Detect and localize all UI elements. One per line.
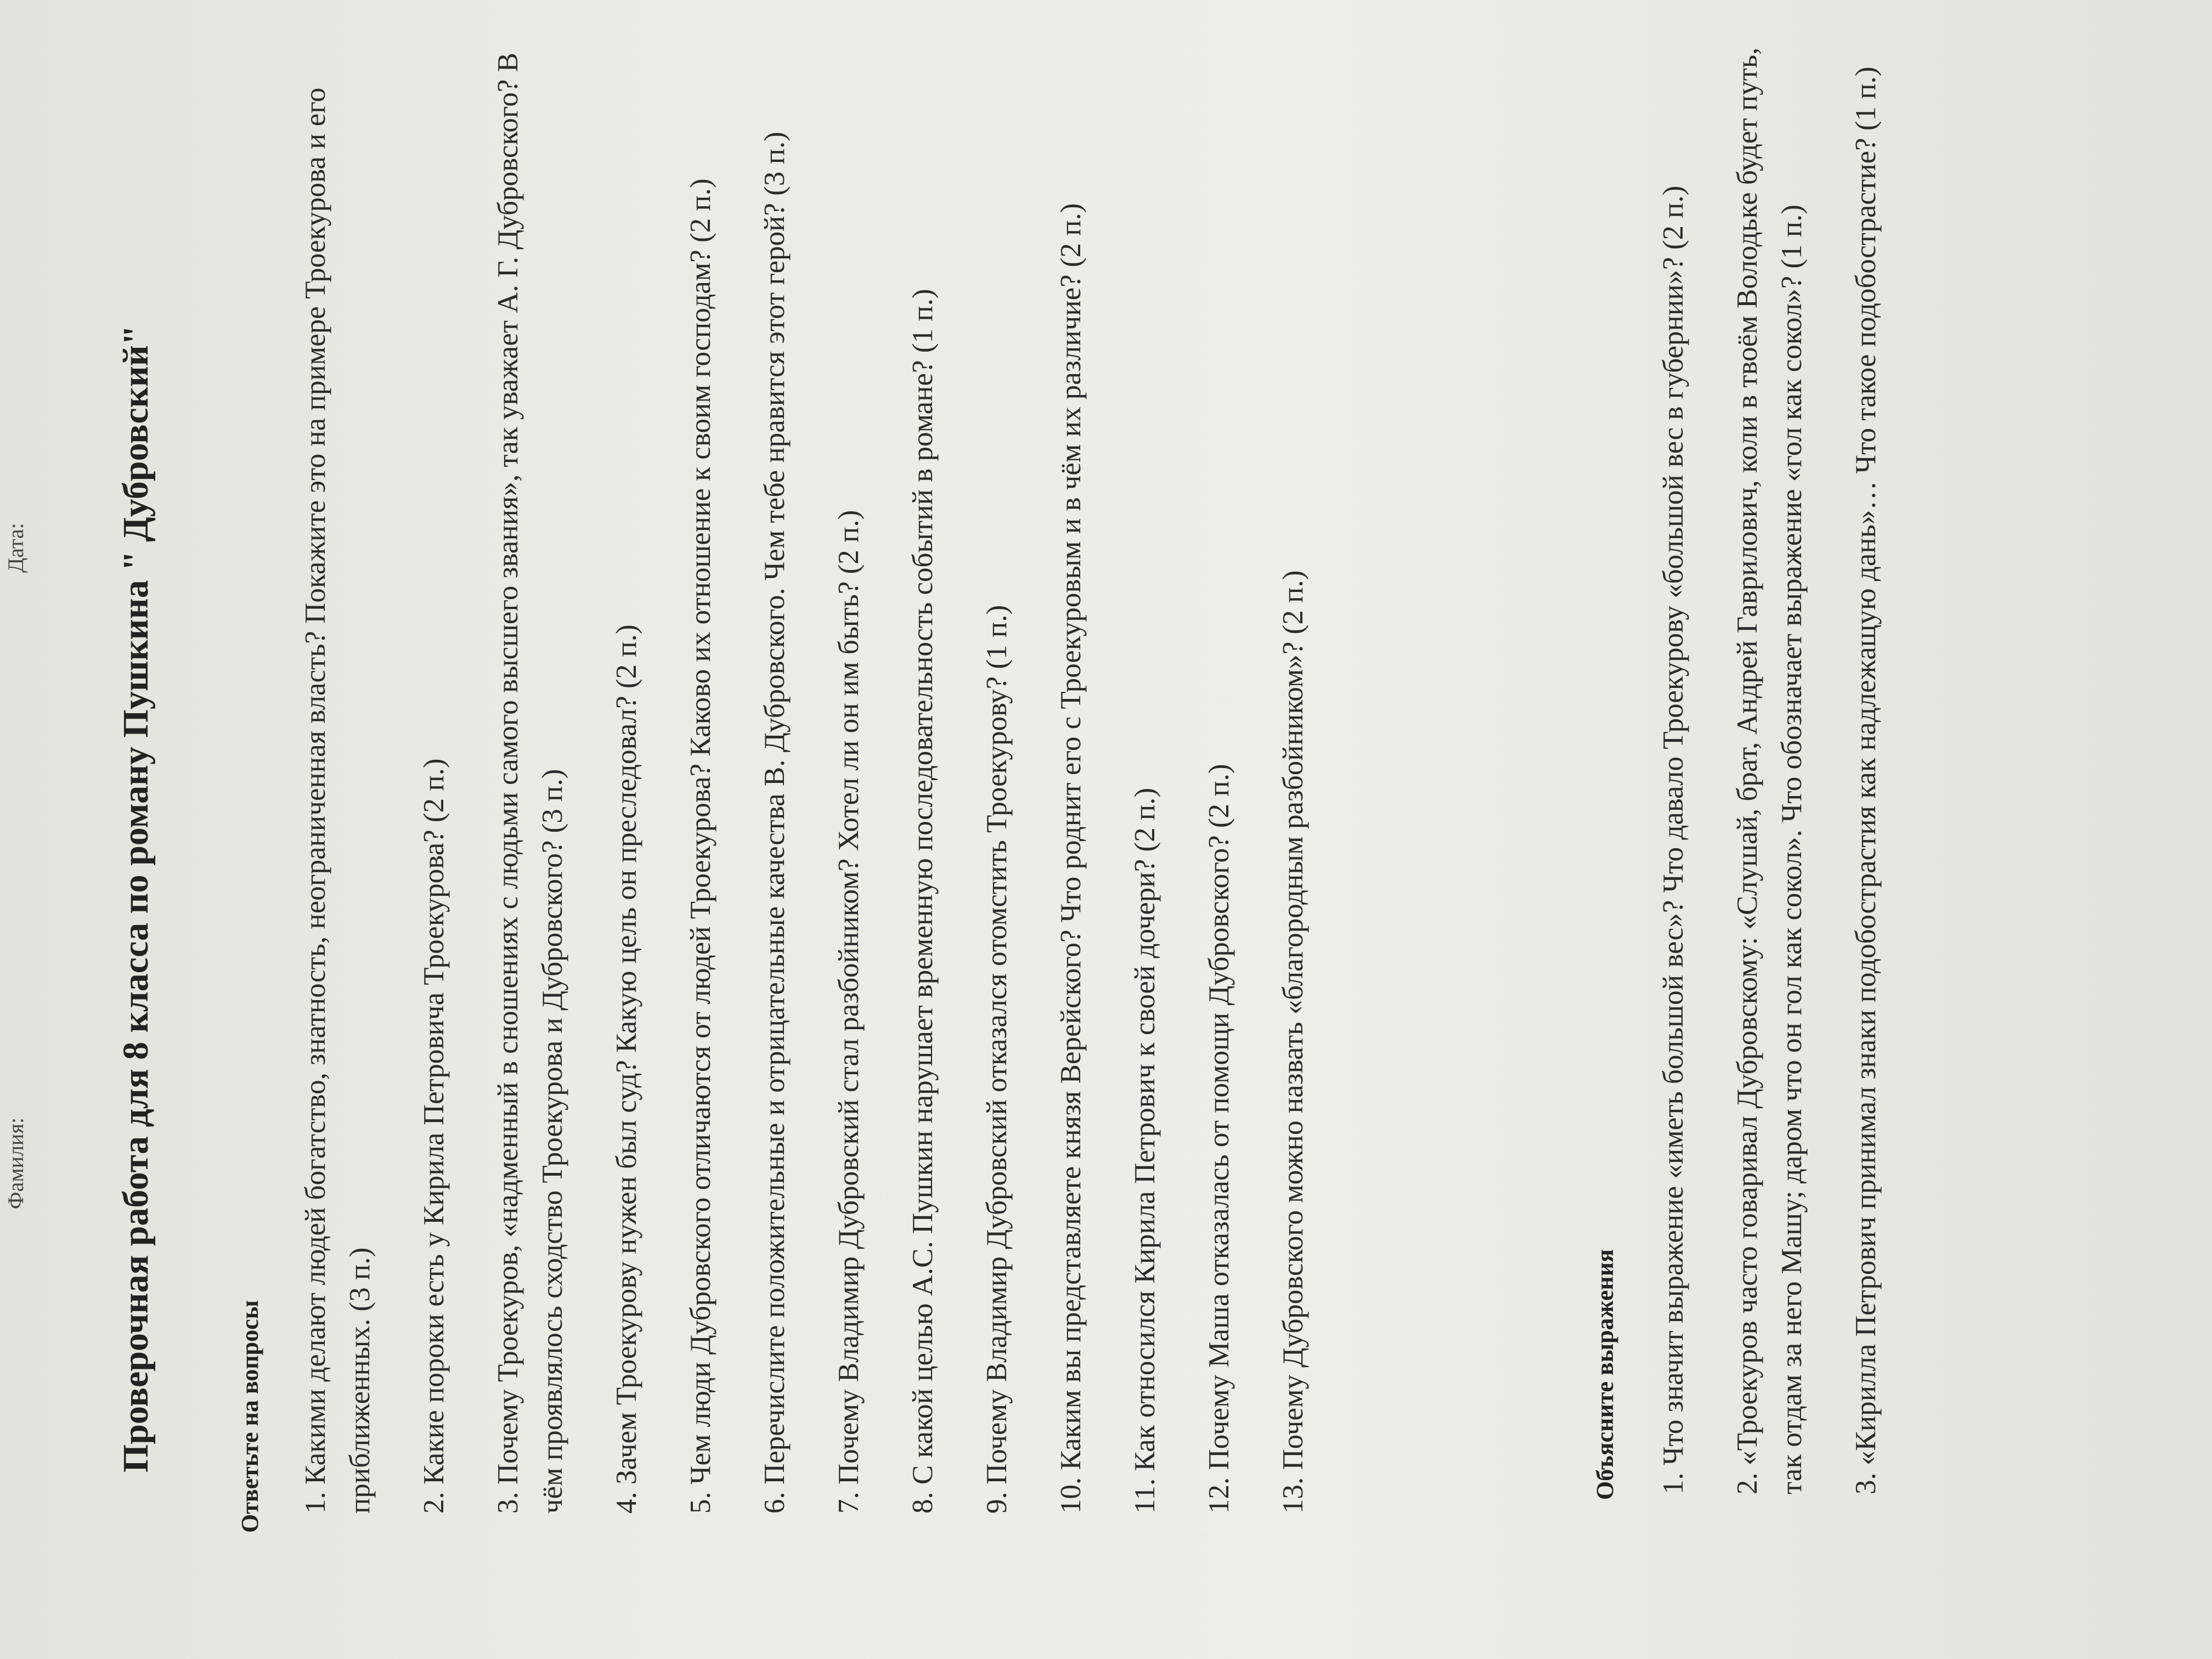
question-item: 4. Зачем Троекурову нужен был суд? Какую цель он преследовал? (2 п.) bbox=[611, 624, 642, 1514]
question-item: 7. Почему Владимир Дубровский стал разбойником? Хотел ли он им быть? (2 п.) bbox=[833, 510, 865, 1514]
section-heading-questions: Ответьте на вопросы bbox=[236, 1300, 263, 1533]
date-label: Дата: bbox=[3, 523, 28, 573]
questions-list bbox=[294, 5, 1345, 1514]
question-item: 8. С какой целью А.С. Пушкин нарушает временную последовательность событий в романе? (1 п.) bbox=[907, 289, 939, 1514]
expressions-list bbox=[1651, 2, 1918, 1494]
question-item: 13. Почему Дубровского можно назвать «благородным разбойником»? (2 п.) bbox=[1277, 570, 1309, 1514]
question-item: 9. Почему Владимир Дубровский отказался отомстить Троекурову? (1 п.) bbox=[981, 605, 1013, 1514]
question-item: 2. Какие пороки есть у Кирила Петровича Троекурова? (2 п.) bbox=[418, 758, 450, 1514]
question-item: 6. Перечислите положительные и отрицательные качества В. Дубровского. Чем тебе нравится этот герой? (3 п.) bbox=[759, 132, 791, 1514]
expression-item: 1. Что значит выражение «иметь большой вес»? Что давало Троекурову «большой вес в губернии»? (2 п.) bbox=[1657, 185, 1689, 1494]
question-item: 10. Каким вы представляете князя Верейского? Что роднит его с Троекуровым и в чём их различие? (2 п.) bbox=[1055, 203, 1087, 1514]
question-item: 11. Как относился Кирила Петрович к своей дочери? (2 п.) bbox=[1129, 787, 1161, 1514]
expression-item: 3. «Кирилла Петрович принимал знаки подобострастия как надлежащую дань»… Что такое подобострастие? (1 п.) bbox=[1850, 66, 1882, 1494]
surname-label: Фамилия: bbox=[3, 1118, 28, 1209]
question-item: 5. Чем люди Дубровского отличаются от людей Троекурова? Каково их отношение к своим господам? (2 п.) bbox=[685, 178, 716, 1514]
question-item: 12. Почему Маша отказалась от помощи Дубровского? (2 п.) bbox=[1203, 764, 1235, 1514]
section-heading-expressions: Объясните выражения bbox=[1592, 1249, 1618, 1500]
page-title: Проверочная работа для 8 класса по роману Пушкина " Дубровский" bbox=[116, 325, 156, 1472]
question-item: 1. Какими делают людей богатство, знатность, неограниченная власть? Покажите это на примере Троекурова и его приближенных. (3 п.) bbox=[300, 87, 376, 1514]
expression-item: 2. «Троекуров часто говаривал Дубровскому: «Слушай, брат, Андрей Гаврилович, коли в твоём Володьке будет путь, так отдам за него Машу; даром что он гол как сокол». Что обозначает выражение «гол как сокол»? (1 п.) bbox=[1731, 47, 1808, 1494]
question-item: 3. Почему Троекуров, «надменный в сношениях с людьми самого высшего звания», так уважает А. Г. Дубровского? В чём проявлялось сходство Троекурова и Дубровского? (3 п.) bbox=[492, 53, 568, 1514]
